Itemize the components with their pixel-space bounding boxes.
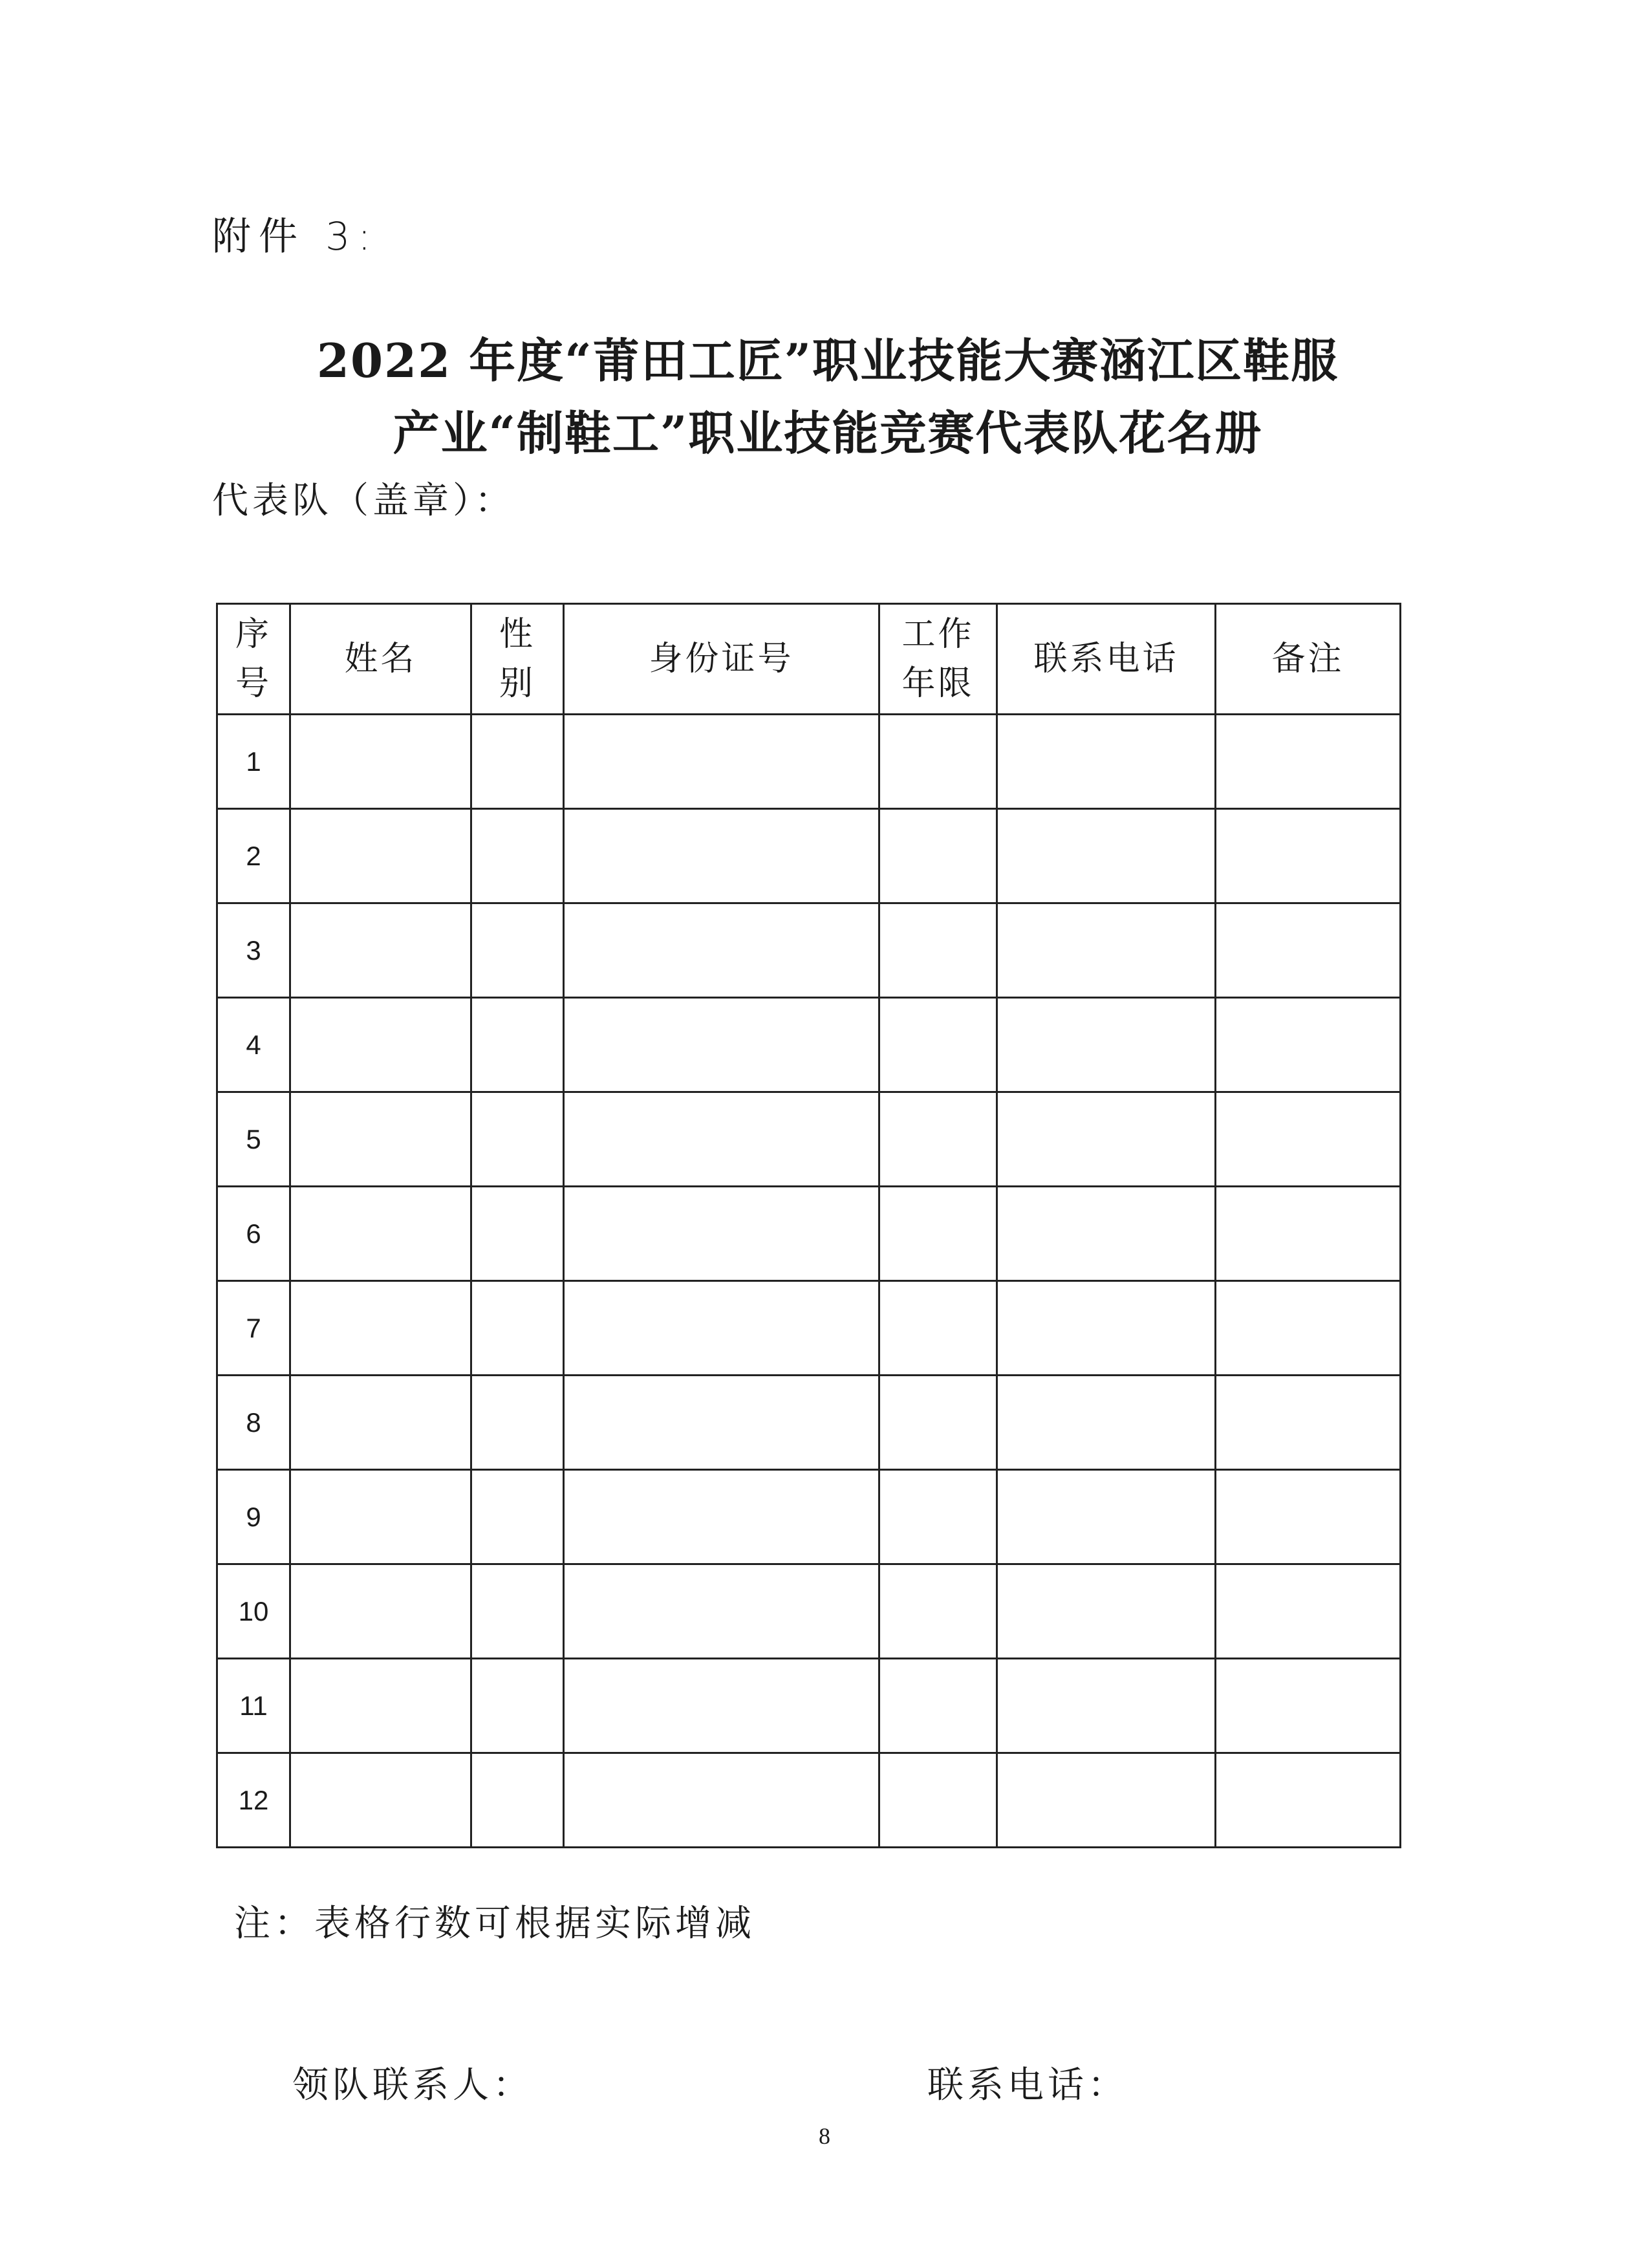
cell-id-number [564,1092,879,1187]
cell-name [290,1376,471,1470]
cell-name [290,715,471,809]
cell-id-number [564,1470,879,1564]
header-index-line-1: 序 [235,615,272,654]
cell-name [290,998,471,1092]
cell-gender [471,1564,564,1659]
cell-phone [997,903,1216,998]
header-index-line-2: 号 [235,664,272,703]
cell-id-number [564,1564,879,1659]
row-index: 2 [217,809,290,903]
header-gender [471,604,564,715]
cell-phone [997,1470,1216,1564]
cell-work-years [879,903,997,998]
cell-remarks [1216,1281,1401,1376]
table-header-row [217,604,1401,715]
cell-id-number [564,998,879,1092]
cell-work-years [879,1470,997,1564]
cell-work-years [879,1564,997,1659]
header-work-years-line-1: 工作 [901,615,975,654]
cell-gender [471,1753,564,1848]
cell-remarks [1216,1659,1401,1753]
cell-work-years [879,1092,997,1187]
cell-remarks [1216,998,1401,1092]
header-remarks: 备注 [1216,604,1401,715]
table-row [217,1659,1401,1753]
cell-phone [997,715,1216,809]
table-note: 注：表格行数可根据实际增减 [234,1903,755,1945]
header-gender-line-1: 性 [499,615,535,654]
cell-phone [997,1376,1216,1470]
row-index: 6 [217,1187,290,1281]
row-index: 12 [217,1753,290,1848]
table-row [217,998,1401,1092]
header-index [217,604,290,715]
row-index: 5 [217,1092,290,1187]
cell-phone [997,1659,1216,1753]
team-leader-label: 领队联系人： [292,2064,533,2106]
cell-id-number [564,715,879,809]
table-row [217,809,1401,903]
cell-name [290,1753,471,1848]
cell-work-years [879,1187,997,1281]
cell-phone [997,1753,1216,1848]
cell-gender [471,903,564,998]
cell-remarks [1216,809,1401,903]
cell-name [290,1564,471,1659]
cell-phone [997,1564,1216,1659]
cell-gender [471,1376,564,1470]
table-row [217,1470,1401,1564]
cell-gender [471,1281,564,1376]
header-name: 姓名 [290,604,471,715]
cell-id-number [564,809,879,903]
row-index: 8 [217,1376,290,1470]
cell-work-years [879,1281,997,1376]
table-row [217,1564,1401,1659]
cell-remarks [1216,903,1401,998]
table-row [217,1092,1401,1187]
cell-id-number [564,1187,879,1281]
cell-gender [471,809,564,903]
row-index: 4 [217,998,290,1092]
table-row [217,1187,1401,1281]
attachment-label: 附件 3: [212,214,379,259]
cell-remarks [1216,1470,1401,1564]
table-row [217,1753,1401,1848]
cell-gender [471,715,564,809]
cell-gender [471,1659,564,1753]
header-work-years [879,604,997,715]
cell-name [290,1659,471,1753]
cell-gender [471,1470,564,1564]
row-index: 3 [217,903,290,998]
row-index: 1 [217,715,290,809]
cell-name [290,1470,471,1564]
cell-work-years [879,809,997,903]
cell-work-years [879,1753,997,1848]
row-index: 10 [217,1564,290,1659]
cell-id-number [564,1281,879,1376]
cell-phone [997,998,1216,1092]
header-work-years-line-2: 年限 [901,664,975,703]
document-title-line-2: 产业“制鞋工”职业技能竞赛代表队花名册 [393,405,1263,460]
cell-remarks [1216,1092,1401,1187]
cell-work-years [879,1659,997,1753]
cell-phone [997,809,1216,903]
header-phone: 联系电话 [997,604,1216,715]
team-seal-label: 代表队（盖章）： [212,480,515,522]
roster-table [216,603,1401,1848]
cell-name [290,1092,471,1187]
document-title-line-1: 2022 年度“莆田工匠”职业技能大赛涵江区鞋服 [316,333,1339,388]
roster-body [217,715,1401,1848]
cell-id-number [564,1376,879,1470]
cell-remarks [1216,1187,1401,1281]
cell-work-years [879,998,997,1092]
cell-gender [471,1187,564,1281]
cell-remarks [1216,715,1401,809]
row-index: 9 [217,1470,290,1564]
table-row [217,903,1401,998]
table-row [217,1376,1401,1470]
cell-phone [997,1187,1216,1281]
table-row [217,1281,1401,1376]
row-index: 11 [217,1659,290,1753]
cell-name [290,1187,471,1281]
cell-name [290,903,471,998]
contact-phone-label: 联系电话： [927,2064,1128,2106]
cell-gender [471,1092,564,1187]
header-id-number: 身份证号 [564,604,879,715]
cell-work-years [879,1376,997,1470]
cell-id-number [564,1659,879,1753]
cell-phone [997,1092,1216,1187]
cell-id-number [564,903,879,998]
cell-name [290,1281,471,1376]
header-gender-line-2: 别 [499,664,535,703]
row-index: 7 [217,1281,290,1376]
cell-remarks [1216,1376,1401,1470]
cell-remarks [1216,1753,1401,1848]
cell-id-number [564,1753,879,1848]
cell-remarks [1216,1564,1401,1659]
cell-gender [471,998,564,1092]
cell-name [290,809,471,903]
cell-phone [997,1281,1216,1376]
table-row [217,715,1401,809]
cell-work-years [879,715,997,809]
page-number: 8 [819,2123,830,2149]
